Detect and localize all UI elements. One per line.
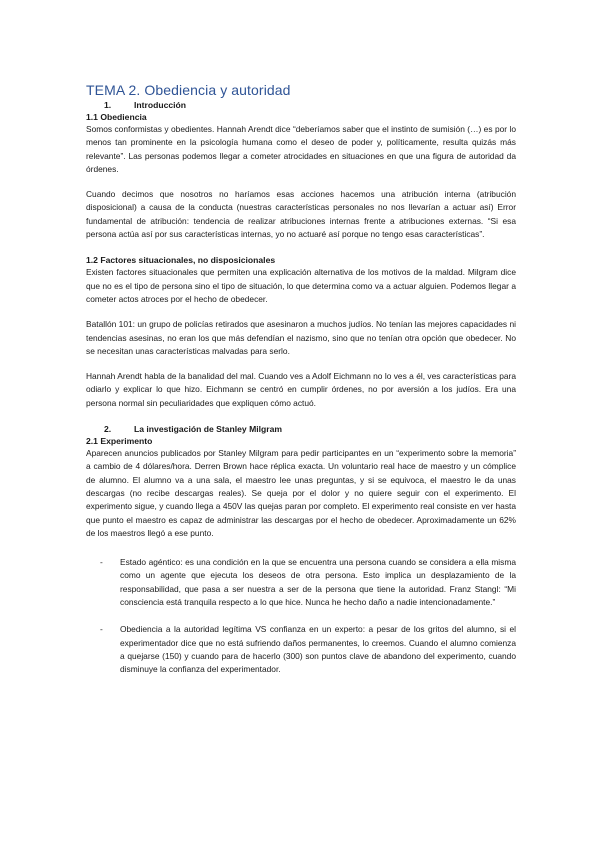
paragraph: Aparecen anuncios publicados por Stanley Milgram para pedir participantes en un “experimento sobre la memoria” a cambio de 4 dólares/hora. Derren Brown hace réplica exacta. Un voluntario real hace de maestro y un cómplice de alumno. El alumno va a una sala, el maestro lee unas preguntas, y si se equivoca, el maestro le da unas descargas (no recibe descargas reales). Se queja por el dolor y no quiere seguir con el experimento. El experimento sigue, y cuando llega a 450V las quejas paran por completo. El experimento real consiste en ver hasta que punto el maestro es capaz de administrar las descargas por el hecho de obedecer. Aproximadamente un 62% de los maestros llegó a ese punto. xyxy=(86,448,516,538)
bullet-list xyxy=(86,556,516,676)
heading-milgram xyxy=(86,424,516,434)
heading-number: 1. xyxy=(104,100,112,110)
heading-label: La investigación de Stanley Milgram xyxy=(134,424,283,435)
document-body xyxy=(86,82,516,691)
list-item xyxy=(86,623,516,676)
subheading-factores: 1.2 Factores situacionales, no disposicionales xyxy=(86,255,276,266)
paragraph: Somos conformistas y obedientes. Hannah Arendt dice “deberíamos saber que el instinto de sumisión (…) es por lo menos tan prominente en la psicología humana como el deseo de poder y, políticamente, resulta quizás más relevante”. Las personas podemos llegar a cometer atrocidades en situaciones en que una figura de autoridad da órdenes. xyxy=(86,124,516,174)
subheading-experimento: 2.1 Experimento xyxy=(86,436,153,447)
page-title: TEMA 2. Obediencia y autoridad xyxy=(86,82,291,98)
paragraph: Existen factores situacionales que permiten una explicación alternativa de los motivos de la maldad. Milgram dice que no es el tipo de persona sino el tipo de situación, lo que determina como va a actuar alguien. Podemos llegar a cometer actos atroces por el hecho de obedecer. xyxy=(86,267,516,304)
bullet-dash: - xyxy=(100,624,103,635)
list-item-text: Estado agéntico: es una condición en la que se encuentra una persona cuando se considera a ella misma como un agente que ejecuta los deseos de otra persona. Esto implica un desplazamiento de la responsabilidad, que pasa a ser nuestra a ser de la persona que tiene la autoridad. Franz Stangl: “Mi consciencia está tranquila respecto a lo que hice. Nunca he hecho daño a nadie intencionadamente.” xyxy=(120,557,516,608)
paragraph: Cuando decimos que nosotros no haríamos esas acciones hacemos una atribución interna (atribución disposicional) a causa de la conducta (nuestras características personales no nos llevarían a actuar así) Error fundamental de atribución: tendencia de realizar atribuciones internas frente a atribuciones externas. “Si esa persona actúa así por sus características internas, yo no actuaré así porque no tengo esas características”. xyxy=(86,189,516,240)
subheading-obediencia: 1.1 Obediencia xyxy=(86,112,147,122)
paragraph: Hannah Arendt habla de la banalidad del mal. Cuando ves a Adolf Eichmann no lo ves a él, ves características para odiarlo y explicar lo que hizo. Eichmann se centró en cumplir órdenes, no por aversión a los judíos. Era una persona normal sin peculiaridades que expliquen cómo actuó. xyxy=(86,371,516,408)
heading-label: Introducción xyxy=(134,100,187,110)
bullet-dash: - xyxy=(100,557,103,568)
heading-number: 2. xyxy=(104,424,112,435)
paragraph: Batallón 101: un grupo de policías retirados que asesinaron a muchos judíos. No tenían las mejores capacidades ni tendencias asesinas, no eran los que más defendían el nazismo, sino que no tenían otra opción que obedecer. No se necesitan unas características malvadas para serlo. xyxy=(86,319,516,356)
heading-introduccion xyxy=(86,100,516,110)
list-item-text: Obediencia a la autoridad legítima VS confianza en un experto: a pesar de los gritos del alumno, si el experimentador dice que no está sufriendo daños permanentes, lo creemos. Cuando el alumno comienza a quejarse (150) y cuando para de hacerlo (300) son puntos clave de abandono del experimento, cuando disminuye la confianza del experimentador. xyxy=(120,624,516,675)
list-item xyxy=(86,556,516,609)
